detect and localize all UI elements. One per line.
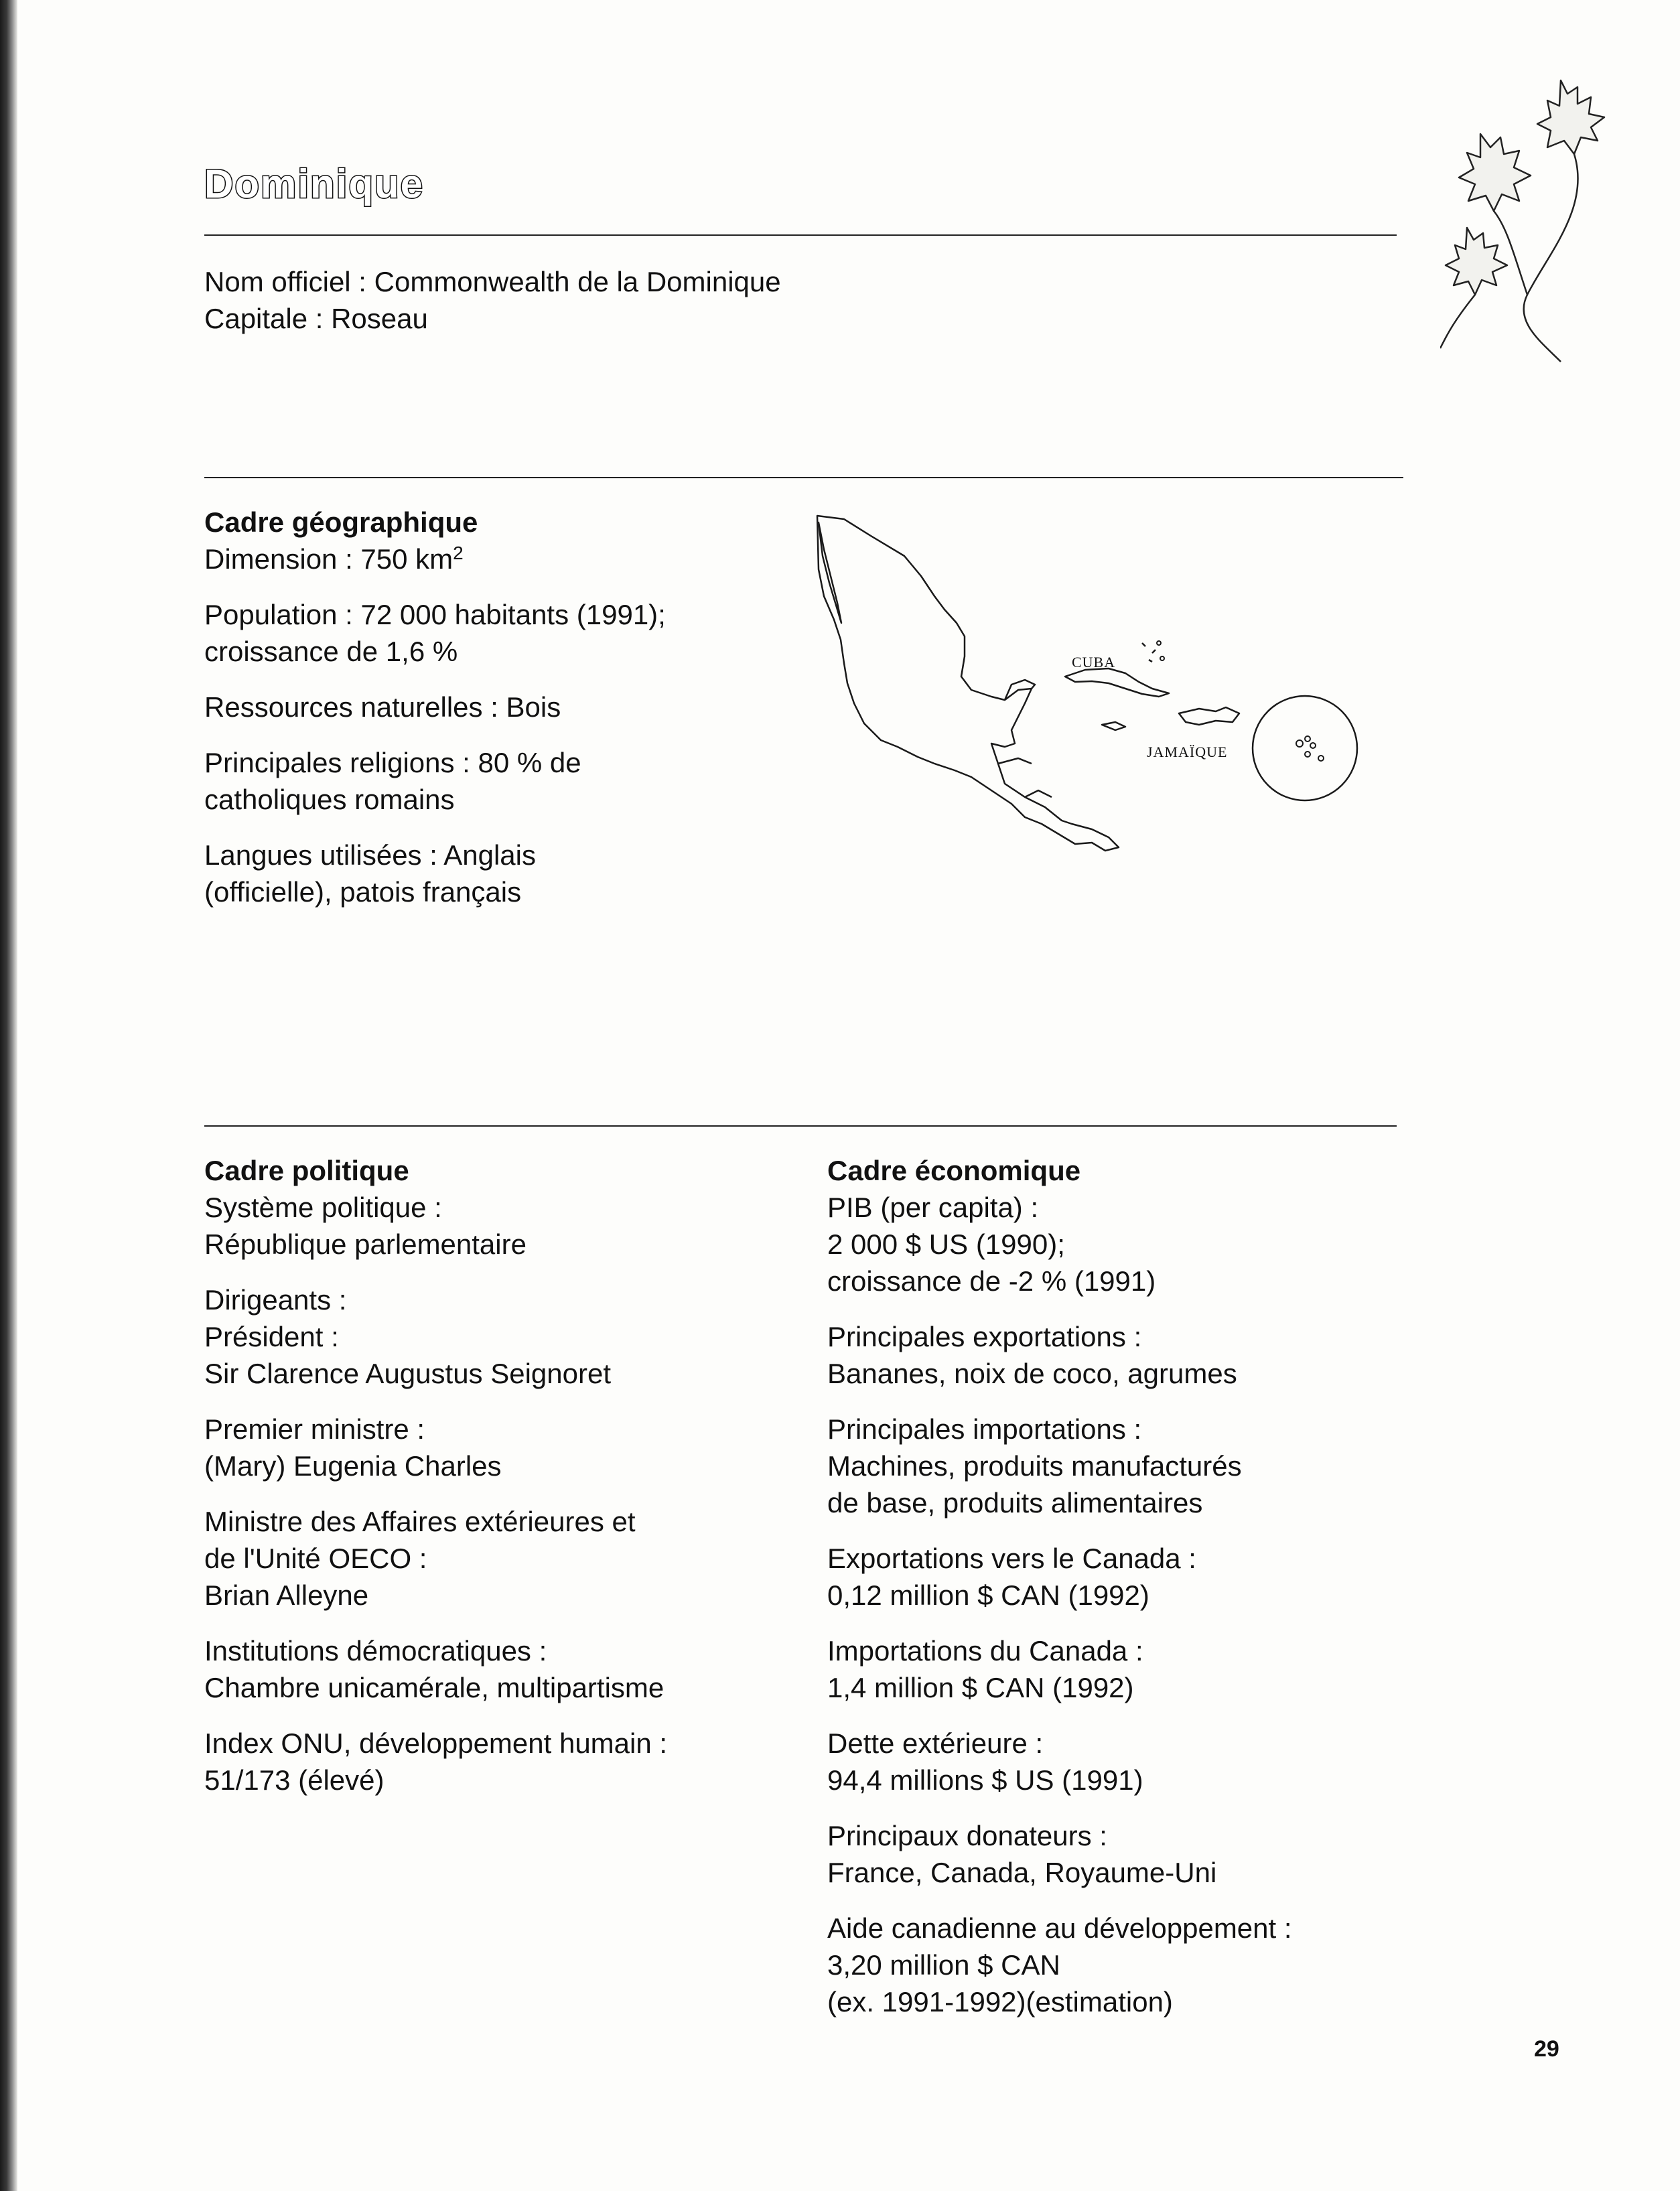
capital: Capitale : Roseau (204, 303, 428, 334)
system-label: Système politique : (204, 1192, 442, 1223)
population-line2: croissance de 1,6 % (204, 636, 458, 667)
geo-dimension (204, 541, 666, 577)
island-dot (1305, 752, 1310, 757)
eco-imports-canada (827, 1632, 1292, 1706)
debt-label: Dette extérieure : (827, 1727, 1044, 1759)
exports-label: Principales exportations : (827, 1321, 1142, 1352)
politics-section (204, 1152, 667, 1817)
pm-label: Premier ministre : (204, 1413, 425, 1445)
hdi-label: Index ONU, développement humain : (204, 1727, 668, 1759)
gdp-value: 2 000 $ US (1990); (827, 1228, 1065, 1260)
languages-line2: (officielle), patois français (204, 876, 522, 908)
eco-exports (827, 1318, 1292, 1392)
imports-line1: Machines, produits manufacturés (827, 1450, 1242, 1482)
exports-value: Bananes, noix de coco, agrumes (827, 1358, 1237, 1389)
island-dot (1310, 743, 1316, 748)
maple-stem-branch-2 (1440, 295, 1475, 348)
central-america-border-1 (998, 758, 1032, 764)
imports-canada-label: Importations du Canada : (827, 1635, 1143, 1667)
leaders-label: Dirigeants : (204, 1284, 347, 1316)
debt-value: 94,4 millions $ US (1991) (827, 1764, 1143, 1796)
pol-hdi (204, 1725, 667, 1798)
resources: Ressources naturelles : Bois (204, 691, 561, 723)
gdp-label: PIB (per capita) : (827, 1192, 1039, 1223)
title-rule (204, 234, 1397, 236)
central-america-border-2 (1025, 790, 1052, 797)
hispaniola-outline (1179, 707, 1239, 725)
island-dot (1318, 756, 1324, 761)
fm-label-line1: Ministre des Affaires extérieures et (204, 1506, 636, 1537)
map-label-jamaica: JAMAÏQUE (1147, 744, 1228, 760)
maple-leaf-middle (1459, 134, 1531, 211)
identity-rule (204, 477, 1403, 478)
geo-languages (204, 837, 666, 910)
pm-name: (Mary) Eugenia Charles (204, 1450, 502, 1482)
baja-california-outline (819, 522, 841, 623)
hdi-value: 51/173 (élevé) (204, 1764, 384, 1796)
identity-block (204, 263, 781, 337)
inset-circle (1253, 696, 1357, 800)
dimension-superscript: 2 (453, 543, 464, 563)
page-number: 29 (1534, 2036, 1559, 2062)
island-dot (1160, 656, 1164, 660)
population-line1: Population : 72 000 habitants (1991); (204, 599, 666, 630)
maple-leaf-illustration (1440, 54, 1641, 368)
exports-canada-label: Exportations vers le Canada : (827, 1543, 1196, 1574)
economy-section (827, 1152, 1292, 2039)
president-label: Président : (204, 1321, 339, 1352)
geo-resources (204, 689, 666, 725)
geo-population (204, 596, 666, 670)
eco-debt (827, 1725, 1292, 1798)
page-title: Dominique (204, 161, 424, 206)
maple-leaf-bottom (1446, 228, 1507, 295)
fm-label-line2: de l'Unité OECO : (204, 1543, 427, 1574)
pol-leaders (204, 1281, 667, 1392)
imports-canada-value: 1,4 million $ CAN (1992) (827, 1672, 1134, 1703)
pol-foreign-minister (204, 1503, 667, 1614)
economy-heading: Cadre économique (827, 1155, 1081, 1186)
donors-value: France, Canada, Royaume-Uni (827, 1857, 1217, 1888)
dimension-text: Dimension : 750 km (204, 543, 453, 575)
eco-donors (827, 1817, 1292, 1891)
scan-binding-edge (0, 0, 17, 2191)
cuba-outline (1065, 668, 1169, 697)
official-name: Nom officiel : Commonwealth de la Dominique (204, 266, 781, 297)
eco-imports (827, 1411, 1292, 1521)
mainland-outline (817, 516, 1119, 851)
island-dot (1305, 736, 1310, 741)
geography-rule (204, 1125, 1397, 1127)
jamaica-outline (1102, 722, 1125, 730)
system-value: République parlementaire (204, 1228, 527, 1260)
pol-system (204, 1189, 667, 1263)
imports-label: Principales importations : (827, 1413, 1142, 1445)
imports-line2: de base, produits alimentaires (827, 1487, 1203, 1518)
map-label-cuba: CUBA (1072, 654, 1116, 670)
maple-stem-branch (1494, 211, 1527, 295)
institutions-label: Institutions démocratiques : (204, 1635, 547, 1667)
donors-label: Principaux donateurs : (827, 1820, 1107, 1851)
aid-note: (ex. 1991-1992)(estimation) (827, 1986, 1173, 2018)
eco-aid (827, 1910, 1292, 2020)
president-name: Sir Clarence Augustus Seignoret (204, 1358, 612, 1389)
religions-line1: Principales religions : 80 % de (204, 747, 581, 778)
aid-value: 3,20 million $ CAN (827, 1949, 1060, 1981)
geography-heading: Cadre géographique (204, 506, 478, 538)
aid-label: Aide canadienne au développement : (827, 1912, 1292, 1944)
religions-line2: catholiques romains (204, 784, 455, 815)
institutions-value: Chambre unicamérale, multipartisme (204, 1672, 664, 1703)
politics-heading: Cadre politique (204, 1155, 409, 1186)
eco-exports-canada (827, 1540, 1292, 1614)
geo-religions (204, 744, 666, 818)
maple-leaf-top (1537, 80, 1604, 154)
eco-gdp (827, 1189, 1292, 1299)
pol-institutions (204, 1632, 667, 1706)
languages-line1: Langues utilisées : Anglais (204, 839, 536, 871)
pol-pm (204, 1411, 667, 1484)
island-dot (1296, 740, 1303, 747)
island-dot (1157, 641, 1161, 645)
region-map (804, 509, 1373, 871)
fm-name: Brian Alleyne (204, 1579, 369, 1611)
bahamas-outline (1142, 643, 1156, 662)
gdp-growth: croissance de -2 % (1991) (827, 1265, 1156, 1297)
exports-canada-value: 0,12 million $ CAN (1992) (827, 1579, 1149, 1611)
maple-stem (1524, 154, 1578, 362)
geography-section (204, 504, 666, 929)
